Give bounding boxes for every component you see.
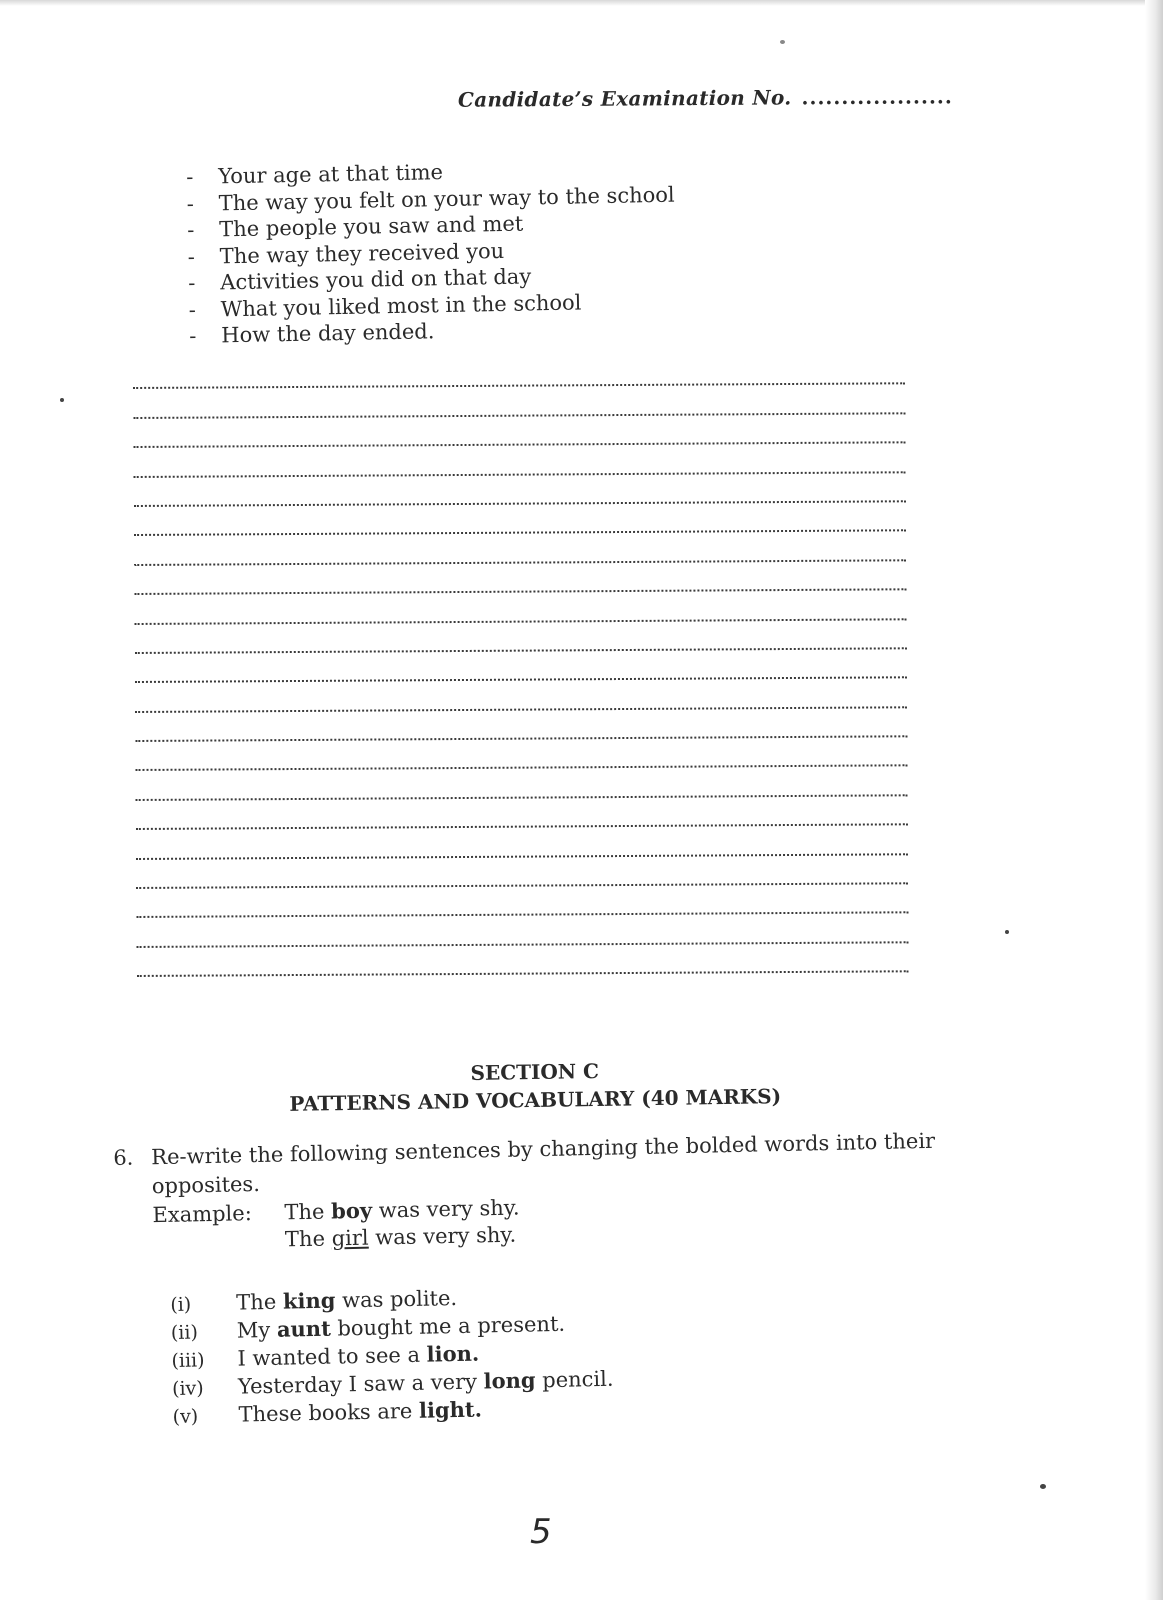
item-bold-word: light. — [418, 1396, 483, 1423]
answer-line[interactable] — [135, 708, 907, 742]
example-label: Example: — [152, 1201, 253, 1228]
item-text-before: The — [236, 1289, 277, 1315]
item-bold-word: aunt — [276, 1315, 332, 1342]
answer-line[interactable] — [136, 884, 908, 918]
section-heading: SECTION C — [470, 1058, 600, 1086]
answer-line[interactable] — [135, 679, 907, 713]
item-numeral: (v) — [172, 1405, 199, 1428]
item-text-before: Yesterday I saw a very — [237, 1369, 478, 1399]
candidate-exam-number-line — [458, 84, 953, 111]
guide-point-text: The people you saw and met — [219, 211, 524, 242]
answer-line[interactable] — [133, 385, 905, 419]
example-text-before: The — [284, 1199, 325, 1225]
bullet-dash: - — [187, 244, 196, 269]
section-subheading: PATTERNS AND VOCABULARY (40 MARKS) — [289, 1084, 782, 1116]
instruction-line-1: Re-write the following sentences by changing the bolded words into their — [151, 1128, 936, 1170]
example-answer-before: The — [284, 1226, 326, 1252]
item-text-after: bought me a present. — [337, 1311, 566, 1341]
candidate-exam-number-dots: ................... — [801, 84, 953, 110]
answer-line[interactable] — [134, 473, 906, 507]
answer-line[interactable] — [135, 737, 907, 771]
answer-line[interactable] — [134, 502, 906, 536]
answer-writing-area[interactable] — [133, 355, 909, 977]
page-number: 5 — [530, 1512, 552, 1552]
question-6-items — [170, 1281, 614, 1430]
composition-guide-points — [186, 155, 677, 350]
candidate-exam-number-label: Candidate’s Examination No. — [457, 85, 792, 112]
answer-line[interactable] — [137, 943, 909, 977]
answer-line[interactable] — [135, 620, 907, 654]
answer-line[interactable] — [135, 649, 907, 683]
answer-line[interactable] — [134, 590, 906, 624]
bullet-dash: - — [186, 191, 195, 216]
bullet-dash: - — [188, 270, 196, 295]
item-bold-word: long — [483, 1367, 536, 1394]
scan-speck — [1005, 930, 1009, 934]
answer-line[interactable] — [136, 767, 908, 801]
item-text-after: was polite. — [341, 1285, 458, 1313]
item-text-before: These books are — [238, 1398, 413, 1427]
item-text-before: I wanted to see a — [237, 1342, 421, 1371]
scan-top-edge — [0, 0, 1163, 6]
guide-point-text: The way you felt on your way to the school — [218, 182, 675, 215]
answer-line[interactable] — [136, 826, 908, 860]
guide-point-text: The way they received you — [219, 238, 505, 268]
item-numeral: (iv) — [171, 1377, 204, 1400]
item-bold-word: lion. — [426, 1340, 480, 1367]
bullet-dash: - — [187, 217, 195, 242]
scan-speck — [780, 40, 785, 44]
question-number: 6. — [113, 1145, 134, 1170]
answer-line[interactable] — [134, 532, 906, 566]
item-bold-word: king — [282, 1287, 336, 1314]
answer-line[interactable] — [136, 796, 908, 830]
bullet-dash: - — [186, 164, 194, 189]
example-answer-word: girl — [331, 1225, 369, 1251]
answer-line[interactable] — [134, 561, 906, 595]
item-text-after: pencil. — [542, 1366, 614, 1393]
question-6 — [113, 1126, 975, 1257]
scan-right-edge — [1145, 0, 1163, 1600]
scan-speck — [60, 398, 64, 402]
example-text-after: was very shy. — [378, 1195, 520, 1223]
answer-line[interactable] — [136, 914, 908, 948]
example-bold-word: boy — [330, 1197, 373, 1224]
guide-point-text: Activities you did on that day — [220, 264, 532, 295]
answer-line[interactable] — [133, 414, 905, 448]
answer-line[interactable] — [134, 443, 906, 477]
guide-point-text: What you liked most in the school — [220, 289, 582, 321]
scan-speck — [1040, 1484, 1046, 1489]
section-heading-block — [270, 1054, 801, 1118]
item-numeral: (ii) — [170, 1321, 199, 1344]
example-answer-after: was very shy. — [375, 1222, 517, 1250]
guide-point-text: Your age at that time — [218, 160, 444, 189]
bullet-dash: - — [189, 323, 197, 348]
item-numeral: (iii) — [171, 1349, 205, 1372]
item-numeral: (i) — [170, 1293, 192, 1316]
answer-line[interactable] — [133, 355, 905, 389]
item-text-before: My — [236, 1317, 271, 1343]
guide-point-text: How the day ended. — [221, 319, 435, 348]
instruction-line-2: opposites. — [151, 1171, 261, 1199]
answer-line[interactable] — [136, 855, 908, 889]
bullet-dash: - — [188, 297, 197, 322]
